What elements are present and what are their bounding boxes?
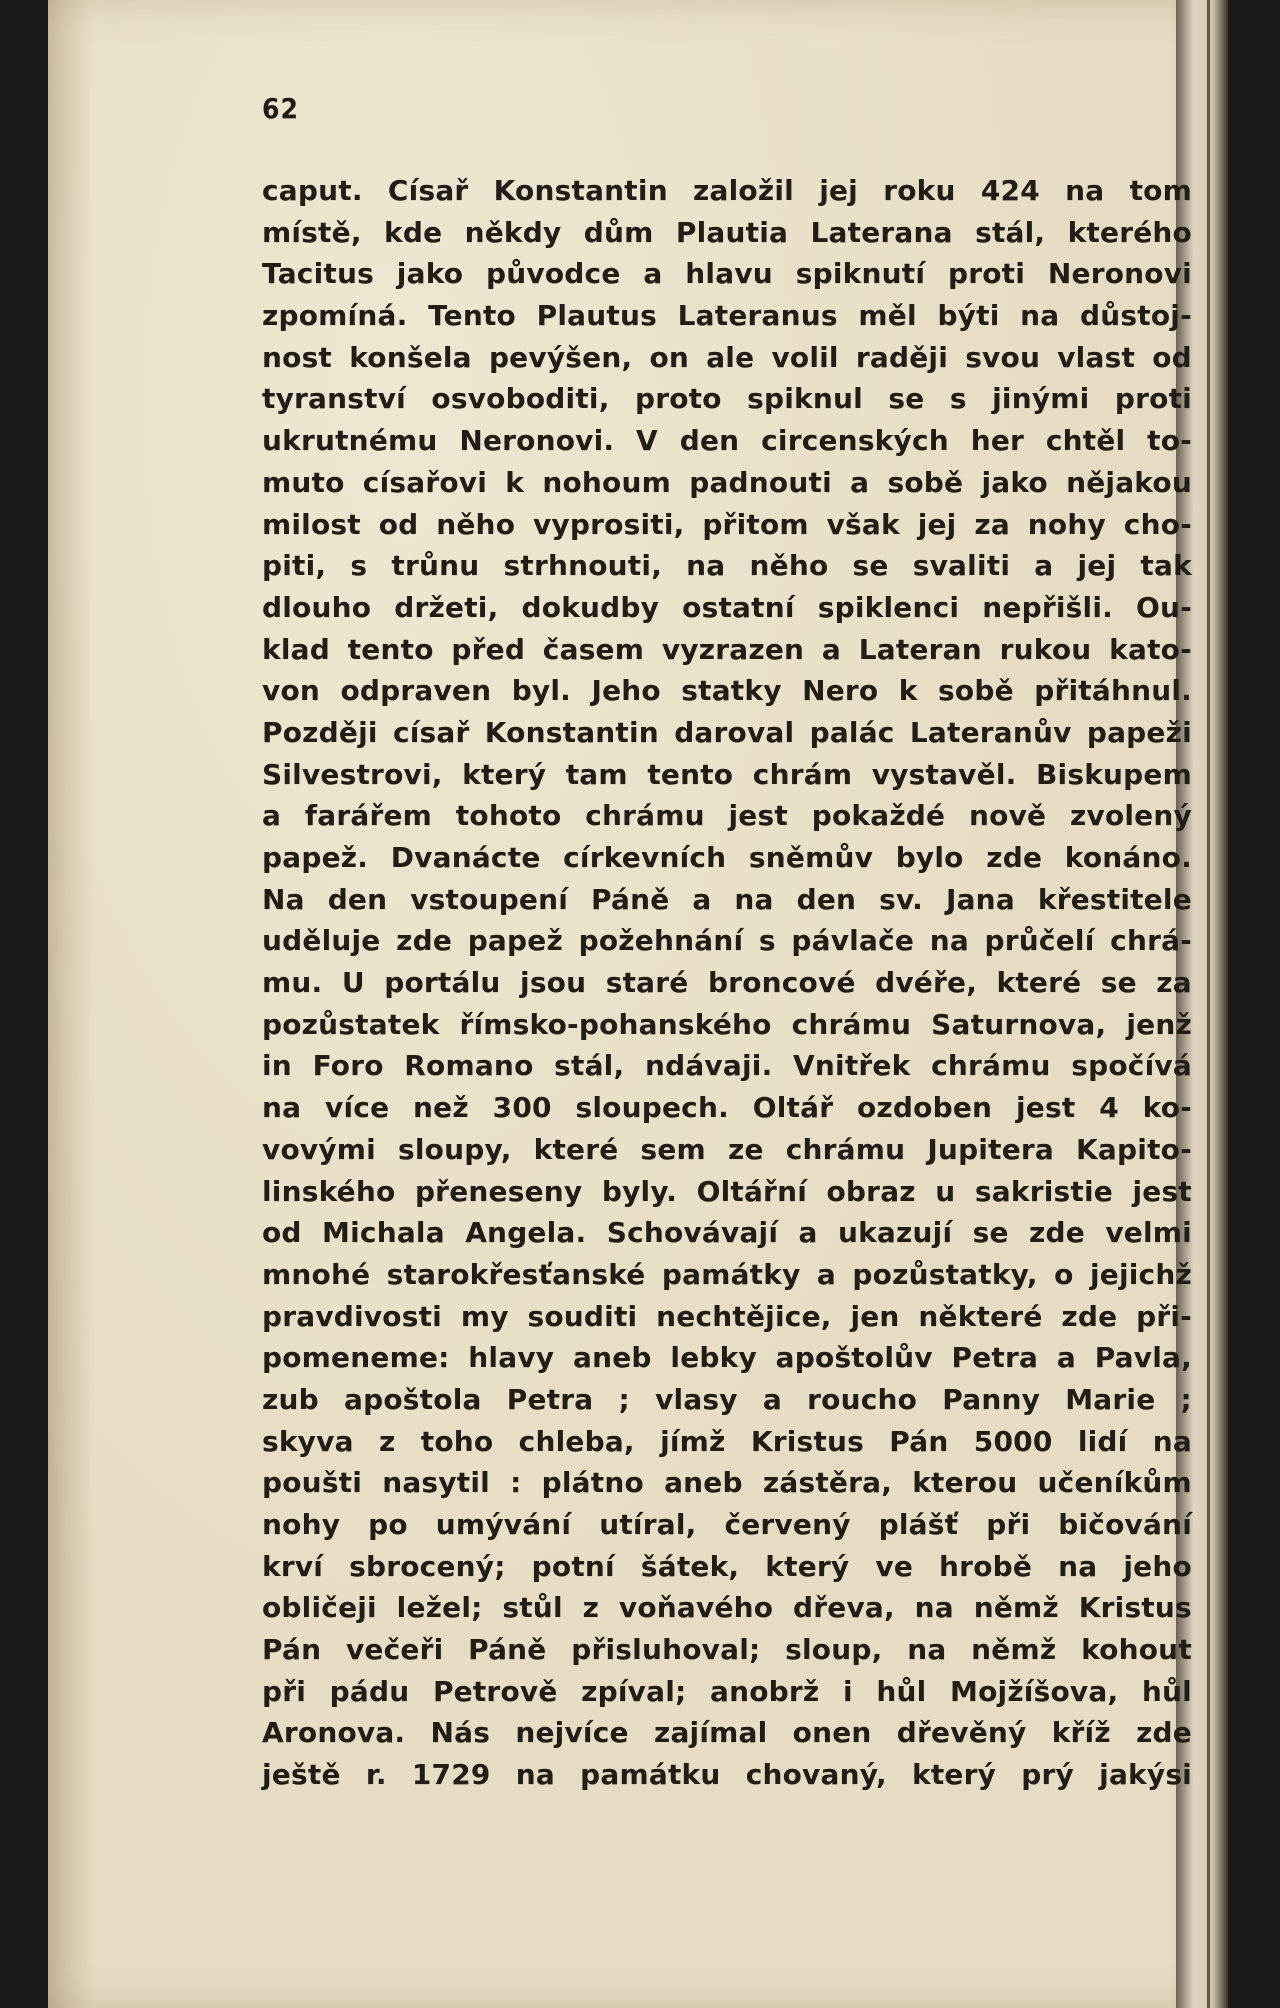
text-line: caput. Císař Konstantin založil jej roku 424 na tom — [262, 174, 1192, 207]
text-line: nohy po umývání utíral, červený plášť při bičování — [262, 1508, 1192, 1541]
text-line: Později císař Konstantin daroval palác Lateranův papeži — [262, 715, 1192, 749]
binding-shadow-line — [1207, 0, 1210, 2008]
text-line: skyva z toho chleba, jímž Kristus Pán 5000 lidí na — [262, 1424, 1192, 1458]
text-line: a farářem tohoto chrámu jest pokaždé nově zvolený — [262, 799, 1192, 833]
page-number: 62 — [262, 92, 300, 125]
text-line: uděluje zde papež požehnání s pávlače na průčelí chrá- — [262, 924, 1192, 958]
text-line: pravdivosti my souditi nechtějice, jen některé zde při- — [262, 1299, 1192, 1333]
text-line: Pán večeři Páně přisluhoval; sloup, na němž kohout — [262, 1633, 1192, 1667]
text-line: milost od něho vyprositi, přitom však jej za nohy cho- — [262, 507, 1192, 541]
text-line: při pádu Petrově zpíval; anobrž i hůl Mojžíšova, hůl — [262, 1674, 1192, 1708]
text-line: Silvestrovi, který tam tento chrám vystavěl. Biskupem — [262, 757, 1192, 791]
text-line: piti, s trůnu strhnouti, na něho se svaliti a jej tak — [262, 549, 1192, 583]
text-line: nost konšela pevýšen, on ale volil raději svou vlast od — [262, 340, 1192, 374]
text-line: in Foro Romano stál, ndávaji. Vnitřek chrámu spočívá — [262, 1049, 1192, 1083]
text-line: tyranství osvoboditi, proto spiknul se s jinými proti — [262, 382, 1192, 416]
text-line: papež. Dvanácte církevních sněmův bylo zde konáno. — [262, 841, 1192, 874]
text-line: vovými sloupy, které sem ze chrámu Jupitera Kapito- — [262, 1132, 1192, 1166]
text-line: mnohé starokřesťanské památky a pozůstatky, o jejichž — [262, 1257, 1192, 1291]
text-line: Na den vstoupení Páně a na den sv. Jana křestitele — [262, 882, 1192, 916]
text-line: zub apoštola Petra ; vlasy a roucho Panny Marie ; — [262, 1382, 1192, 1416]
text-line: von odpraven byl. Jeho statky Nero k sobě přitáhnul. — [262, 674, 1192, 708]
text-line: pozůstatek římsko-pohanského chrámu Saturnova, jenž — [262, 1007, 1192, 1041]
text-line: zpomíná. Tento Plautus Lateranus měl býti na důstoj- — [262, 299, 1192, 333]
text-line: obličeji ležel; stůl z voňavého dřeva, na němž Kristus — [262, 1591, 1192, 1625]
text-line: krví sbrocený; potní šátek, který ve hrobě na jeho — [262, 1549, 1192, 1583]
text-line: ukrutnému Neronovi. V den circenských her chtěl to- — [262, 424, 1192, 458]
book-page — [48, 0, 1228, 2008]
text-line: pomeneme: hlavy aneb lebky apoštolův Petra a Pavla, — [262, 1341, 1192, 1375]
text-line: na více než 300 sloupech. Oltář ozdoben jest 4 ko- — [262, 1091, 1192, 1125]
body-text — [262, 170, 1192, 1796]
text-line: muto císařovi k nohoum padnouti a sobě jako nějakou — [262, 465, 1192, 499]
text-line: linského přeneseny byly. Oltářní obraz u sakristie jest — [262, 1174, 1192, 1208]
text-line: klad tento před časem vyzrazen a Lateran rukou kato- — [262, 632, 1192, 666]
text-line: ještě r. 1729 na památku chovaný, který prý jakýsi — [262, 1758, 1192, 1792]
text-line: poušti nasytil : plátno aneb zástěra, kterou učeníkům — [262, 1466, 1192, 1500]
text-line: od Michala Angela. Schovávají a ukazují se zde velmi — [262, 1216, 1192, 1250]
text-line: dlouho držeti, dokudby ostatní spiklenci nepřišli. Ou- — [262, 590, 1192, 624]
text-line: místě, kde někdy dům Plautia Laterana stál, kterého — [262, 215, 1192, 249]
text-line: Aronova. Nás nejvíce zajímal onen dřevěný kříž zde — [262, 1716, 1192, 1750]
text-line: Tacitus jako původce a hlavu spiknutí proti Neronovi — [262, 257, 1192, 291]
text-line: mu. U portálu jsou staré broncové dvéře, které se za — [262, 966, 1192, 1000]
